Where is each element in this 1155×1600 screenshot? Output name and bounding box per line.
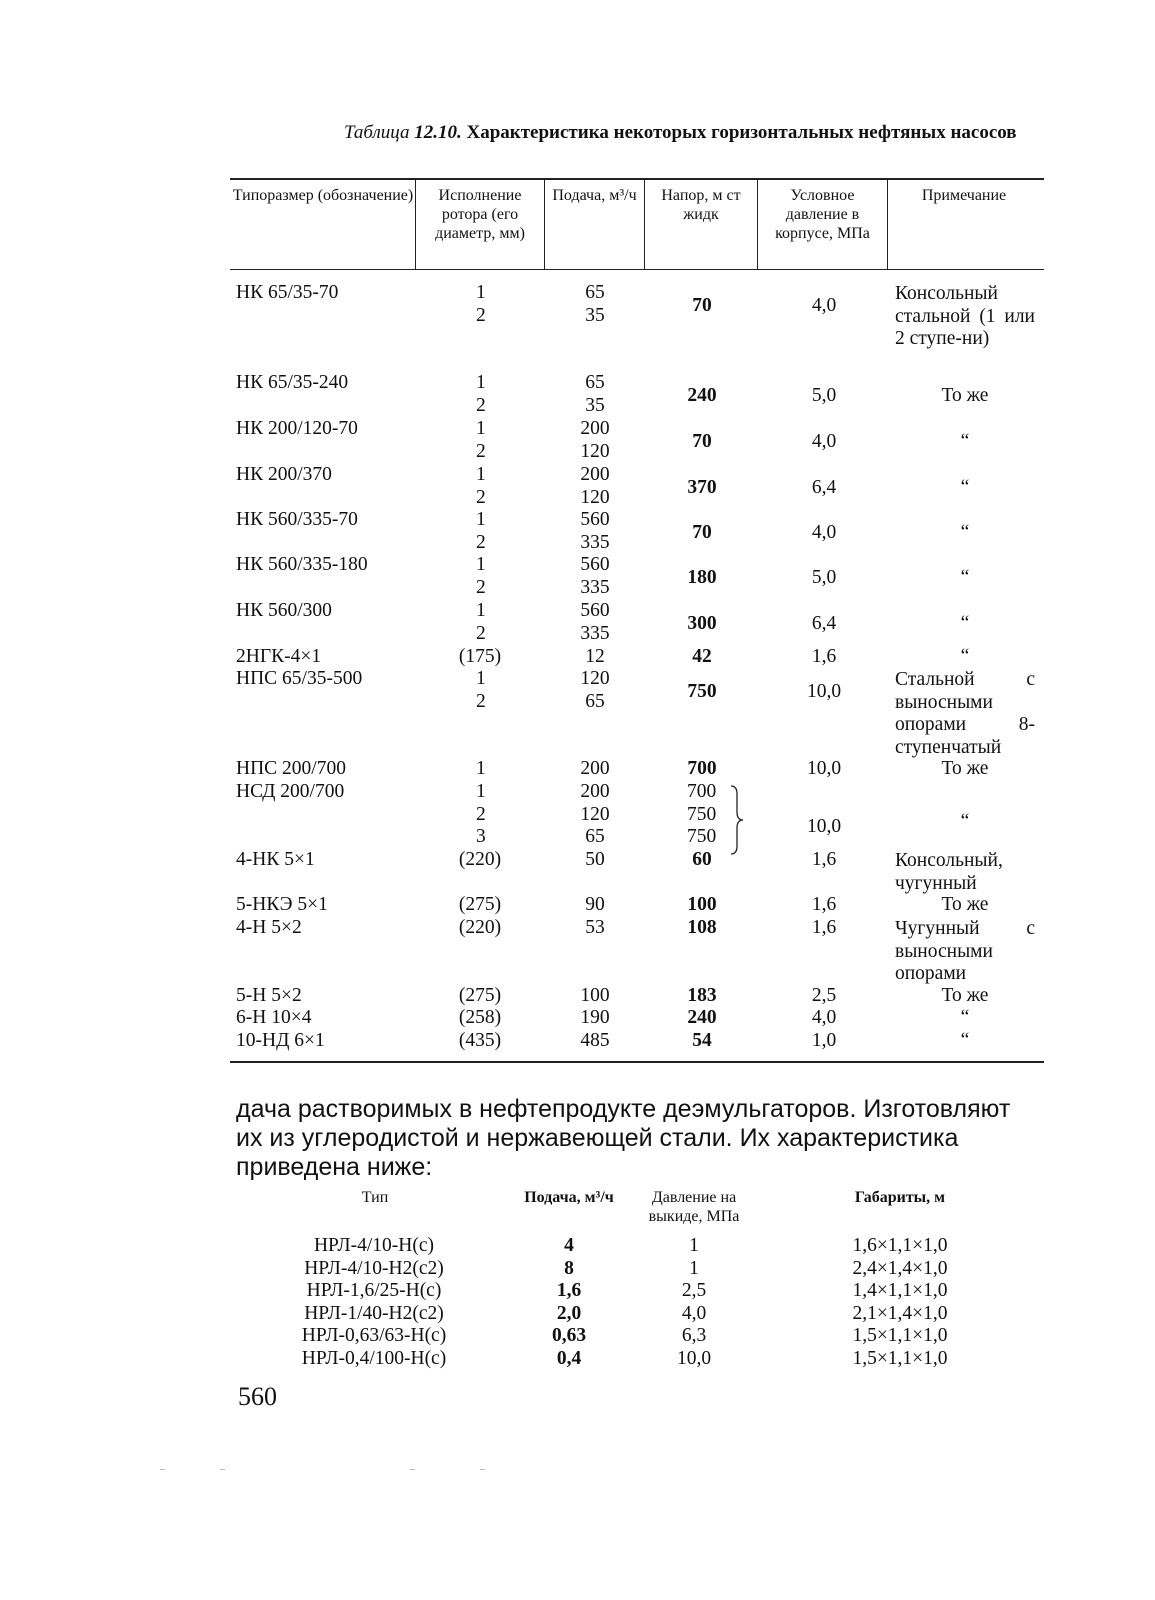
cell-flow: 0,63 [551,1325,587,1346]
caption-title: Характеристика некоторых горизонтальных нефтяных насосов [466,122,1017,143]
header-note: Примечание [921,187,1007,204]
cell-rotor: 1 [476,282,486,303]
cell-type: НПС 65/35-500 [236,668,363,689]
cell-rotor: (275) [458,894,502,915]
cell-note: “ [960,477,970,498]
cell-size: 2,1×1,4×1,0 [852,1302,948,1324]
cell-type: 10-НД 6×1 [236,1030,325,1051]
cell-flow: 53 [585,917,605,938]
table-header-rule [230,269,1044,270]
cell-head: 750 [687,803,717,825]
cell-head: 183 [687,985,717,1006]
cell-rotor: 2 [476,486,486,508]
caption-lead: Таблица [344,122,410,143]
cell-head: 300 [687,613,717,634]
header-divider [415,180,416,270]
cell-note: Консольный, чугунный [895,850,1003,894]
cell-note: Консольный стальной (1 или 2 ступе-ни) [895,283,1035,349]
cell-note: То же [941,985,989,1006]
cell-flow: 560 [580,600,610,621]
table2-header-size: Габариты, м [854,1189,946,1206]
cell-rotor: 2 [476,304,486,326]
cell-size: 1,4×1,1×1,0 [852,1280,948,1301]
cell-pressure: 4,0 [811,431,837,452]
cell-head: 60 [692,849,712,870]
cell-flow: 560 [580,509,610,530]
scan-specks [160,1466,500,1474]
cell-size: 1,5×1,1×1,0 [852,1325,948,1346]
cell-pressure: 6,4 [811,477,837,498]
cell-note: Чугунный с выносными опорами [895,918,1035,984]
cell-note: “ [960,646,970,667]
cell-head: 70 [692,431,712,452]
cell-flow: 8 [564,1257,574,1279]
cell-flow: 120 [580,668,610,689]
cell-head: 700 [687,781,717,802]
header-type: Типоразмер (обозначение) [232,187,414,204]
cell-pressure: 1,6 [811,646,837,667]
cell-type: НРЛ-1/40-Н2(с2) [304,1302,444,1324]
page-number: 560 [238,1382,277,1411]
cell-type: 6-Н 10×4 [236,1007,312,1028]
header-head: Напор, м ст жидк [661,187,741,223]
table-top-rule [230,178,1044,180]
cell-rotor: (220) [458,849,502,870]
cell-type: 5-НКЭ 5×1 [236,894,328,915]
cell-head: 700 [687,758,717,779]
cell-rotor: 2 [476,576,486,598]
cell-flow: 35 [585,394,605,416]
cell-rotor: (175) [458,646,502,667]
cell-pressure: 4,0 [811,295,837,316]
cell-type: НК 65/35-240 [236,372,349,393]
cell-rotor: 1 [476,668,486,689]
cell-rotor: 2 [476,440,486,462]
header-pressure: Условное давление в корпусе, МПа [775,187,870,242]
table2-header-type: Тип [361,1189,389,1206]
cell-type: НК 560/300 [236,600,332,621]
cell-type: НК 200/370 [236,464,332,485]
cell-flow: 1,6 [556,1280,582,1301]
cell-type: 5-Н 5×2 [236,985,302,1006]
cell-rotor: 1 [476,781,486,802]
cell-type: НК 560/335-180 [236,554,368,575]
cell-type: 2НГК-4×1 [236,646,322,667]
cell-flow: 200 [580,781,610,802]
cell-flow: 120 [580,440,610,462]
header-flow: Подача, м³/ч [552,187,637,204]
cell-note: “ [960,1030,970,1051]
cell-rotor: 2 [476,690,486,712]
caption-number: 12.10. [414,122,462,143]
cell-flow: 120 [580,803,610,825]
cell-pressure: 2,5 [681,1280,707,1301]
table2-header-flow: Подача, м³/ч [524,1189,614,1206]
header-divider [757,180,758,270]
cell-head: 240 [687,1007,717,1028]
cell-size: 2,4×1,4×1,0 [852,1257,948,1279]
cell-type: НК 200/120-70 [236,418,358,439]
cell-head: 42 [692,646,712,667]
cell-head: 370 [687,477,717,498]
body-paragraph [236,1095,1042,1182]
cell-rotor: 2 [476,531,486,553]
table-bottom-rule [230,1061,1044,1063]
cell-pressure: 5,0 [811,385,837,406]
cell-flow: 2,0 [556,1302,582,1324]
cell-flow: 90 [585,894,605,915]
paragraph-line: дача растворимых в нефтепродукте деэмульгаторов. Изготовляют [236,1095,1011,1123]
cell-rotor: (275) [458,985,502,1006]
cell-pressure: 4,0 [681,1302,707,1324]
cell-pressure: 6,3 [681,1325,707,1346]
cell-rotor: 1 [476,758,486,779]
cell-type: 4-Н 5×2 [236,917,302,938]
cell-type: НК 65/35-70 [236,282,339,303]
cell-pressure: 1 [689,1235,699,1256]
cell-flow: 65 [585,282,605,303]
cell-rotor: 1 [476,600,486,621]
cell-note: “ [960,431,970,452]
cell-pressure: 5,0 [811,567,837,588]
cell-type: НПС 200/700 [236,758,346,779]
cell-size: 1,5×1,1×1,0 [852,1347,948,1369]
cell-pressure: 1,6 [811,894,837,915]
cell-rotor: 1 [476,418,486,439]
cell-flow: 65 [585,690,605,712]
cell-flow: 12 [585,646,605,667]
paragraph-line: приведена ниже: [236,1153,433,1181]
cell-pressure: 1,0 [811,1030,837,1051]
cell-pressure: 10,0 [676,1347,712,1369]
cell-type: НРЛ-0,4/100-Н(с) [301,1347,447,1369]
cell-pressure: 1,6 [811,849,837,870]
cell-rotor: 3 [476,826,486,847]
cell-rotor: (435) [458,1030,502,1051]
cell-note: То же [941,385,989,406]
paragraph-line: их из углеродистой и нержавеющей стали. Их характеристика [236,1124,959,1152]
cell-head: 750 [687,681,717,702]
cell-rotor: (220) [458,917,502,938]
cell-note: “ [960,613,970,634]
cell-flow: 200 [580,464,610,485]
cell-flow: 560 [580,554,610,575]
cell-rotor: 1 [476,464,486,485]
header-divider [644,180,645,270]
cell-rotor: 2 [476,803,486,825]
cell-rotor: 1 [476,509,486,530]
cell-flow: 335 [580,576,610,598]
cell-pressure: 10,0 [806,681,842,702]
cell-head: 240 [687,385,717,406]
cell-rotor: 2 [476,394,486,416]
header-divider [887,180,888,270]
cell-flow: 485 [580,1030,610,1051]
cell-type: НРЛ-4/10-Н(с) [313,1235,435,1256]
cell-note: “ [960,567,970,588]
cell-type: НСД 200/700 [236,781,345,802]
cell-head: 54 [692,1030,712,1051]
cell-flow: 65 [585,826,605,847]
cell-type: НРЛ-0,63/63-Н(с) [301,1325,447,1346]
cell-note: То же [941,758,989,779]
cell-pressure: 1,6 [811,917,837,938]
cell-pressure: 4,0 [811,1007,837,1028]
cell-note: “ [960,811,970,832]
cell-type: 4-НК 5×1 [236,849,315,870]
header-divider [544,180,545,270]
cell-flow: 200 [580,418,610,439]
cell-pressure: 4,0 [811,522,837,543]
cell-head: 70 [692,522,712,543]
cell-flow: 50 [585,849,605,870]
cell-pressure: 6,4 [811,613,837,634]
cell-note: “ [960,1007,970,1028]
cell-flow: 0,4 [556,1347,582,1369]
cell-pressure: 10,0 [806,816,842,837]
cell-note: То же [941,894,989,915]
cell-head: 100 [687,894,717,915]
cell-type: НК 560/335-70 [236,509,358,530]
table-caption [344,122,1044,144]
cell-pressure: 1 [689,1257,699,1279]
cell-rotor: 1 [476,372,486,393]
header-rotor: Исполнение ротора (его диаметр, мм) [435,187,525,242]
right-brace-icon [730,784,744,856]
cell-note: “ [960,522,970,543]
cell-flow: 35 [585,304,605,326]
cell-rotor: 2 [476,622,486,644]
cell-pressure: 10,0 [806,758,842,779]
table2-header-pressure: Давление на выкиде, МПа [648,1189,740,1225]
cell-flow: 4 [564,1235,574,1256]
cell-note: Стальной с выносными опорами 8-ступенчатый [895,669,1035,758]
cell-head: 108 [687,917,717,938]
cell-rotor: (258) [458,1007,502,1028]
cell-size: 1,6×1,1×1,0 [852,1235,948,1256]
cell-flow: 100 [580,985,610,1006]
cell-rotor: 1 [476,554,486,575]
cell-head: 750 [687,826,717,847]
cell-flow: 120 [580,486,610,508]
cell-flow: 200 [580,758,610,779]
cell-flow: 190 [580,1007,610,1028]
cell-flow: 65 [585,372,605,393]
cell-type: НРЛ-1,6/25-Н(с) [306,1280,442,1301]
cell-flow: 335 [580,622,610,644]
cell-flow: 335 [580,531,610,553]
cell-type: НРЛ-4/10-Н2(с2) [304,1257,444,1279]
cell-pressure: 2,5 [811,985,837,1006]
cell-head: 180 [687,567,717,588]
cell-head: 70 [692,295,712,316]
